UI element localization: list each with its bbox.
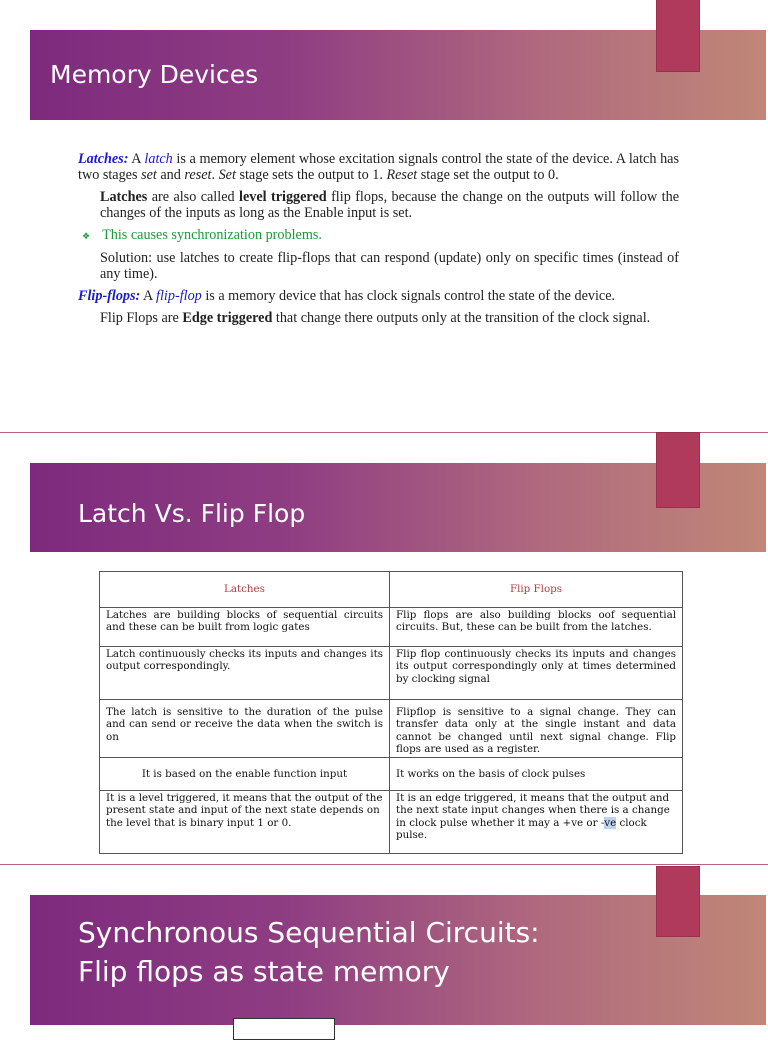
slide-title: Latch Vs. Flip Flop [78, 499, 306, 528]
accent-tab [657, 867, 699, 936]
slide-title-banner [30, 895, 766, 1025]
table-row [100, 647, 683, 700]
slide-title-line2: Flip flops as state memory [78, 955, 450, 988]
latches-paragraph: Latches: A latch is a memory element whose excitation signals control the state of the device. A latch has two stages set and reset. Set stage sets the output to 1. Reset stage set the output to 0. [78, 151, 679, 183]
table-cell: It is based on the enable function input [100, 758, 390, 791]
bullet-item: ❖ This causes synchronization problems. [82, 227, 322, 243]
slide-title: Memory Devices [50, 60, 259, 89]
table-row [100, 758, 683, 791]
table-row [100, 608, 683, 647]
flipflops-paragraph: Flip-flops: A flip-flop is a memory device that has clock signals control the state of the device. [78, 288, 616, 304]
latches-term: Latches: [78, 151, 129, 167]
diamond-bullet-icon: ❖ [82, 231, 91, 241]
flipflops-term: Flip-flops: [78, 288, 141, 304]
accent-tab [657, 433, 699, 507]
latch-link: latch [144, 151, 173, 167]
table-cell: It is a level triggered, it means that the output of the present state and input of the next state depends on the level that is binary input 1 or 0. [100, 791, 390, 854]
table-header-row [100, 572, 683, 608]
slide-synchronous-circuits [0, 865, 768, 1024]
slide-memory-devices [0, 0, 768, 432]
diagram-box [233, 1018, 335, 1040]
table-row [100, 791, 683, 854]
slide-body [78, 151, 679, 332]
slide-title-banner [30, 30, 766, 120]
table-cell: Flipflop is sensitive to a signal change. They can transfer data only at the single instant and data cannot be changed until next signal change. Flip flops are used as a register. [390, 700, 683, 758]
slide-title-line1: Synchronous Sequential Circuits: [78, 916, 540, 949]
table-cell: Latch continuously checks its inputs and changes its output correspondingly. [100, 647, 390, 700]
slide-title-banner [30, 463, 766, 552]
header-flipflops: Flip Flops [390, 572, 683, 608]
table-cell: Flip flops are also building blocks oof sequential circuits. But, these can be built from the latches. [390, 608, 683, 647]
table-cell: Latches are building blocks of sequential circuits and these can be built from logic gates [100, 608, 390, 647]
table-cell: The latch is sensitive to the duration of the pulse and can send or receive the data when the switch is on [100, 700, 390, 758]
level-triggered-paragraph: Latches are also called level triggered flip flops, because the change on the outputs will follow the changes of the inputs as long as the Enable input is set. [100, 189, 679, 221]
header-latches: Latches [100, 572, 390, 608]
comparison-table [99, 571, 683, 854]
flipflop-link: flip-flop [156, 288, 202, 304]
solution-paragraph: Solution: use latches to create flip-flops that can respond (update) only on specific times (instead of any time). [100, 250, 679, 282]
edge-triggered-paragraph: Flip Flops are Edge triggered that change there outputs only at the transition of the clock signal. [100, 310, 651, 326]
table-row [100, 700, 683, 758]
table-cell: It is an edge triggered, it means that the output and the next state input changes when there is a change in clock pulse whether it may a +ve or -ve clock pulse. [390, 791, 683, 854]
table-cell: It works on the basis of clock pulses [390, 758, 683, 791]
highlighted-text: ve [604, 816, 617, 829]
table-cell: Flip flop continuously checks its inputs and changes its output correspondingly only at times determined by clocking signal [390, 647, 683, 700]
accent-tab [657, 0, 699, 71]
